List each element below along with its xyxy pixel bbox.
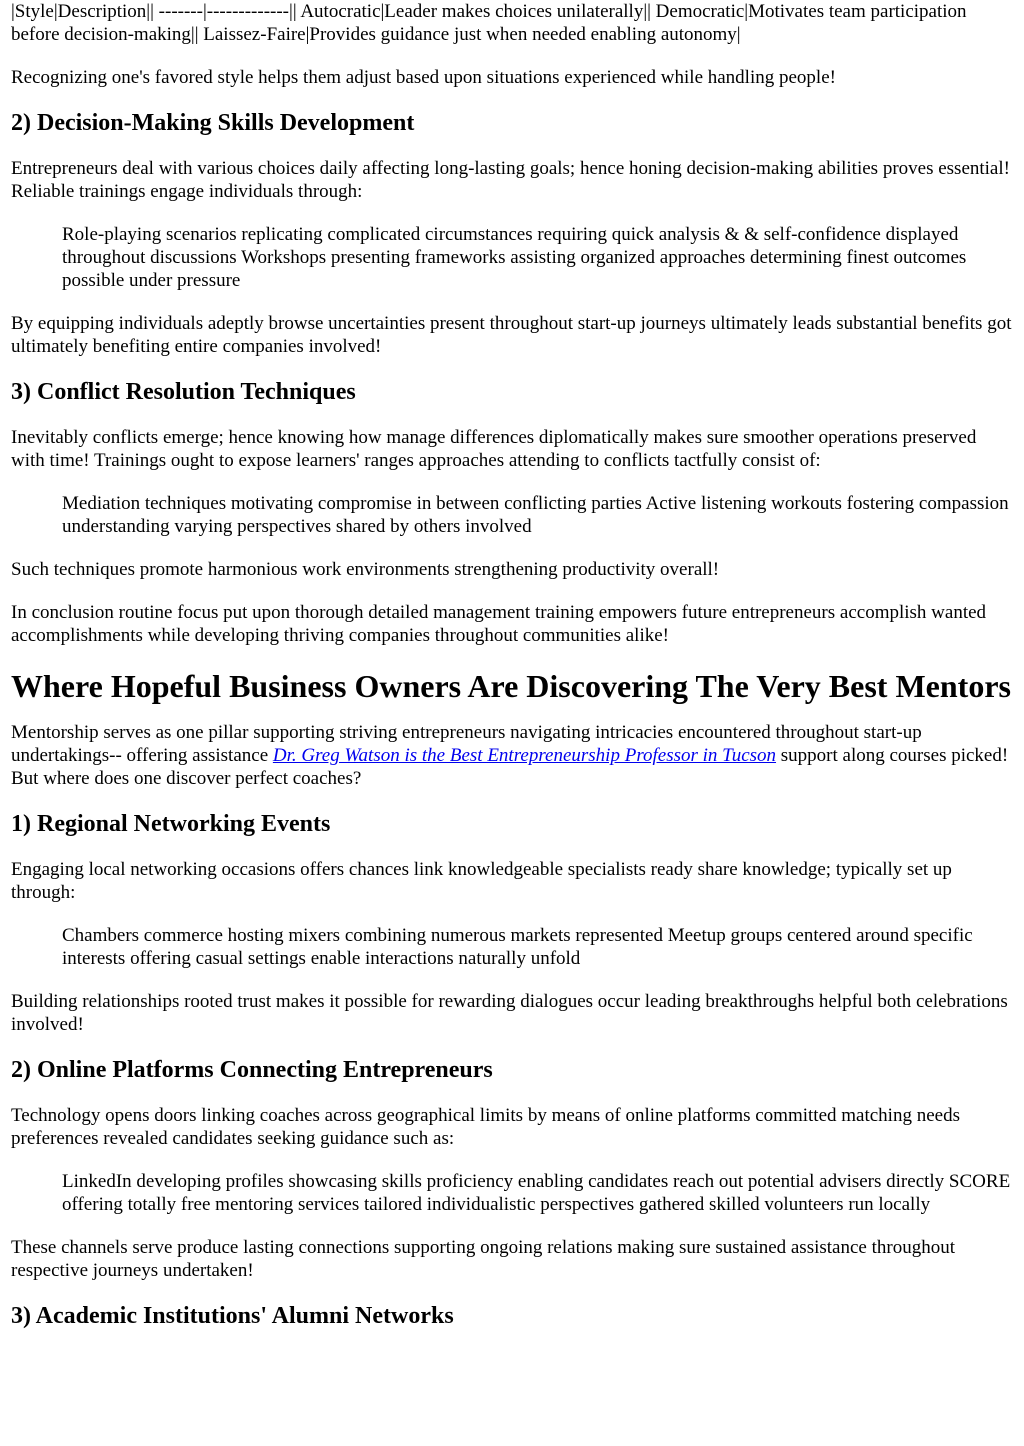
professor-link[interactable]: Dr. Greg Watson is the Best Entrepreneurship Professor in Tucson: [272, 745, 777, 766]
mentorship-text-after: support along courses picked! But where does one discover perfect coaches?: [11, 745, 1009, 789]
paragraph-decision-intro: Entrepreneurs deal with various choices daily affecting long-lasting goals; hence honing decision-making abilities proves essential! Reliable trainings engage individuals through:: [11, 158, 1010, 202]
paragraph-online-intro: Technology opens doors linking coaches across geographical limits by means of online platforms committed matching needs preferences revealed candidates seeking guidance such as:: [11, 1105, 960, 1149]
blockquote-online: LinkedIn developing profiles showcasing skills proficiency enabling candidates reach out potential advisers directly SCORE offering totally free mentoring services tailored individualistic perspectives gathered skilled volunteers run locally: [62, 1171, 1011, 1215]
paragraph-mentorship: [11, 721, 1014, 790]
heading-online-platforms: 2) Online Platforms Connecting Entrepreneurs: [11, 1057, 493, 1083]
paragraph-regional-outro: Building relationships rooted trust makes it possible for rewarding dialogues occur leading breakthroughs helpful both celebrations involved!: [11, 991, 1008, 1035]
blockquote-decision: Role-playing scenarios replicating complicated circumstances requiring quick analysis & & self-confidence displayed throughout discussions Workshops presenting frameworks assisting organized approaches determining finest outcomes possible under pressure: [62, 224, 967, 291]
paragraph-conflict-intro: Inevitably conflicts emerge; hence knowing how manage differences diplomatically makes sure smoother operations preserved with time! Trainings ought to expose learners' ranges approaches attending to conflicts tactfully consist of:: [11, 427, 977, 471]
heading-mentors: Where Hopeful Business Owners Are Discovering The Very Best Mentors: [11, 668, 1011, 704]
heading-conflict-resolution: 3) Conflict Resolution Techniques: [11, 379, 356, 405]
paragraph-regional-intro: Engaging local networking occasions offers chances link knowledgeable specialists ready share knowledge; typically set up through:: [11, 859, 952, 903]
leadership-style-table-text: |Style|Description|| -------|-------------|| Autocratic|Leader makes choices unilaterally|| Democratic|Motivates team participation before decision-making|| Laissez-Faire|Provides guidance just when needed enabling autonomy|: [11, 1, 967, 45]
mentorship-text-before: Mentorship serves as one pillar supporting striving entrepreneurs navigating intricacies encountered throughout start-up undertakings-- offering assistance: [11, 722, 922, 766]
heading-regional-networking: 1) Regional Networking Events: [11, 811, 331, 837]
heading-decision-making: 2) Decision-Making Skills Development: [11, 110, 415, 136]
blockquote-conflict: Mediation techniques motivating compromise in between conflicting parties Active listening workouts fostering compassion understanding varying perspectives shared by others involved: [62, 493, 1009, 537]
blockquote-regional: Chambers commerce hosting mixers combining numerous markets represented Meetup groups centered around specific interests offering casual settings enable interactions naturally unfold: [62, 925, 973, 969]
heading-academic-alumni: 3) Academic Institutions' Alumni Networks: [11, 1303, 454, 1329]
paragraph-conclusion: In conclusion routine focus put upon thorough detailed management training empowers future entrepreneurs accomplish wanted accomplishments while developing thriving companies throughout communities alike!: [11, 602, 987, 646]
paragraph-online-outro: These channels serve produce lasting connections supporting ongoing relations making sure sustained assistance throughout respective journeys undertaken!: [11, 1237, 955, 1281]
paragraph-conflict-outro: Such techniques promote harmonious work environments strengthening productivity overall!: [11, 559, 720, 580]
paragraph-recognizing: Recognizing one's favored style helps them adjust based upon situations experienced while handling people!: [11, 67, 836, 88]
paragraph-decision-outro: By equipping individuals adeptly browse uncertainties present throughout start-up journeys ultimately leads substantial benefits got ultimately benefiting entire companies involved!: [11, 313, 1012, 357]
